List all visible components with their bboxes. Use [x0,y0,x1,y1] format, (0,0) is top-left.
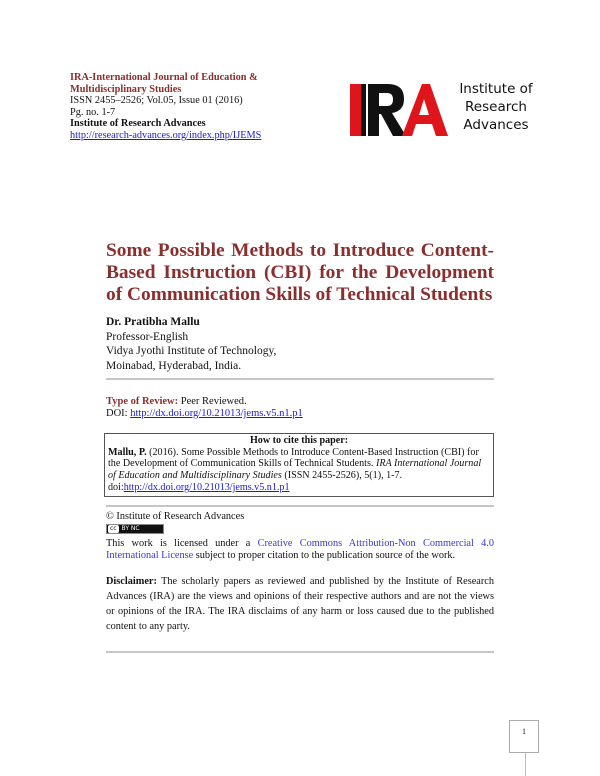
author-institution: Vidya Jyothi Institute of Technology, [106,345,277,357]
license-text-after: subject to proper citation to the publication source of the work. [193,549,456,561]
logo-line-1: Institute of [459,81,533,97]
citation-journal: IRA International Journal of Education and Multidisciplinary Studies [108,458,482,482]
license-text-before: This work is licensed under a [106,537,258,549]
doi-link[interactable]: http://dx.doi.org/10.21013/jems.v5.n1.p1 [130,407,303,419]
citation-details: (ISSN 2455-2526), 5(1), 1-7. [281,470,403,482]
cc-license-badge-icon[interactable] [106,524,164,534]
logo-wordmark [452,80,540,134]
doi-label: DOI: [106,407,131,419]
page-number: 1 [522,727,526,736]
divider [106,378,494,380]
ira-logo [350,80,540,142]
citation-heading: How to cite this paper: [249,435,349,446]
copyright-notice: © Institute of Research Advances [106,511,245,522]
journal-url-link[interactable]: http://research-advances.org/index.php/IJEMS [70,129,262,141]
citation-body: (2016). Some Possible Methods to Introduce Content-Based Instruction (CBI) for the Development of Communication Skills of Technical Students. [108,446,479,470]
logo-line-3: Advances [463,117,529,133]
disclaimer-text: The scholarly papers as reviewed and published by the Institute of Research Advances (IRA) are the views and opinions of their respective authors and are not the views or opinions of the IRA. The IRA disclaims of any harm or loss caused due to the published content to any party. [106,576,494,632]
review-info [106,396,494,420]
cc-mark: cc [110,525,117,533]
paper-title: Some Possible Methods to Introduce Content-Based Instruction (CBI) for the Development of Communication Skills of Technical Students [106,240,494,305]
license-block [106,511,494,562]
divider [106,505,494,507]
logo-line-2: Research [465,99,527,115]
page-number-connector [525,753,526,776]
author-location: Moinabad, Hyderabad, India. [106,359,242,372]
disclaimer [106,574,494,634]
review-type-value: Peer Reviewed. [178,396,247,407]
publisher-name: Institute of Research Advances [70,118,206,130]
author-name: Dr. Pratibha Mallu [106,316,200,328]
disclaimer-label: Disclaimer: [106,576,157,587]
author-block [106,315,406,373]
citation-box [104,433,494,497]
license-text [106,538,494,563]
journal-header [70,72,330,142]
citation-doi-prefix: doi: [108,481,124,493]
citation-doi-link[interactable]: http://dx.doi.org/10.21013/jems.v5.n1.p1 [123,481,290,493]
cc-license-link[interactable]: Creative Commons Attribution-Non Commercial 4.0 International License [106,537,494,561]
ira-logo-mark-icon [350,82,448,138]
page-number-box [509,720,539,753]
citation-author: Mallu, P. [108,446,147,458]
footer-divider [106,651,494,653]
cc-badge-text: BY NC [121,525,140,533]
issn-line: ISSN 2455–2526; Vol.05, Issue 01 (2016) [70,95,243,107]
citation-text [108,447,490,494]
author-position: Professor-English [106,330,189,343]
review-type-label: Type of Review: [106,396,179,407]
journal-title: IRA-International Journal of Education & Multidisciplinary Studies [70,72,258,95]
page-range: Pg. no. 1-7 [70,106,116,118]
